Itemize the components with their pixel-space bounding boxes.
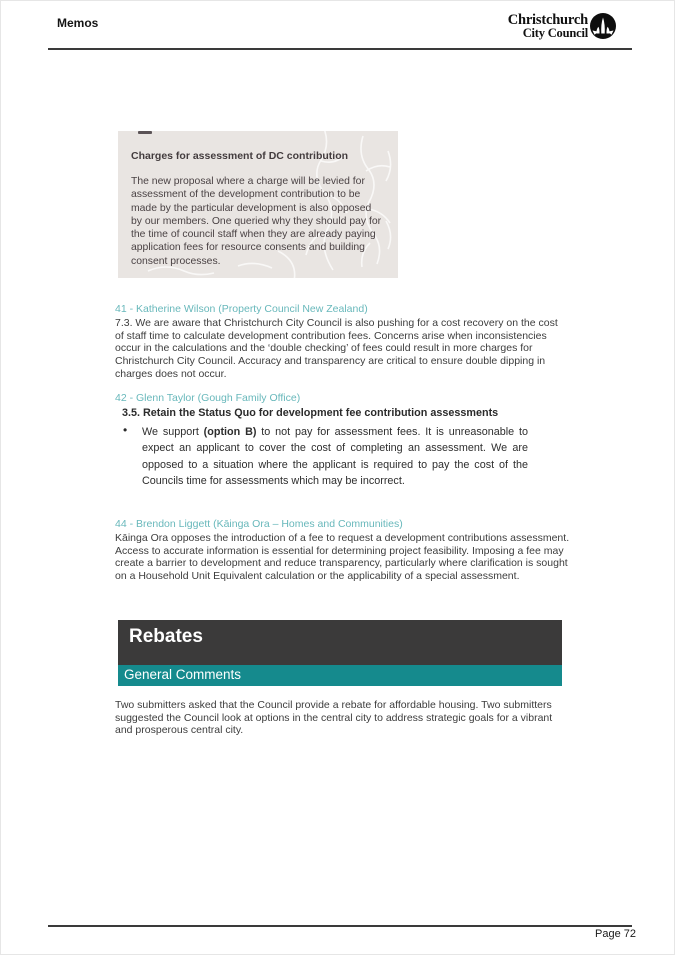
council-logo [500, 12, 616, 42]
header-rule [48, 48, 632, 50]
submission-42-subheading: 3.5. Retain the Status Quo for development fee contribution assessments [122, 407, 499, 419]
quote-box-heading: Charges for assessment of DC contribution [131, 150, 349, 162]
page-number: Page 72 [595, 928, 636, 940]
bullet-marker: • [123, 423, 128, 437]
bullet-text-bold: (option B) [203, 426, 257, 438]
submission-42-bullet-item [122, 424, 530, 489]
submission-44-header: 44 - Brendon Liggett (Kāinga Ora – Homes and Communities) [115, 518, 403, 530]
submission-41-header: 41 - Katherine Wilson (Property Council New Zealand) [115, 303, 368, 315]
quote-box-body: The new proposal where a charge will be levied for assessment of the development contribution to be made by the particular development is also opposed by our members. One queried why they should pay for the time of council staff when they are already paying application fees for resource consents and building consent processes. [131, 176, 382, 267]
general-comments-banner [118, 665, 562, 686]
submission-44-body: Kāinga Ora opposes the introduction of a fee to request a development contributions assessment. Access to accurate information is essential for determining project feasibility. Imposing a fee may create a barrier to development and reduce transparency, particularly where clarification is sought on a Household Unit Equivalent calculation or the applicability of a special assessment. [115, 532, 570, 583]
general-comments-label: General Comments [124, 667, 242, 682]
logo-line1: Christchurch [507, 12, 588, 28]
rebates-body: Two submitters asked that the Council provide a rebate for affordable housing. Two submitters suggested the Council look at options in the central city to address strategic goals for a vibrant and prosperous central city. [115, 699, 553, 737]
clipped-text-fragment [138, 131, 152, 134]
quote-box [118, 131, 398, 278]
submission-41-body: 7.3. We are aware that Christchurch City Council is also pushing for a cost recovery on the cost of staff time to calculate development contribution fees. Concerns arise when inconsistencies occur in the calculations and the ‘double checking’ of fees could result in more charges for Christchurch City Council. Accuracy and transparency are critical to ensure double dipping in charges does not occur. [115, 317, 558, 380]
bullet-text-pre: We support [142, 426, 204, 438]
logo-line2: City Council [522, 26, 588, 40]
council-logo-text [508, 13, 588, 39]
footer-rule [48, 925, 632, 927]
rebates-section-banner [118, 620, 562, 665]
council-emblem-icon [590, 13, 616, 39]
rebates-title: Rebates [129, 626, 203, 647]
page-title: Memos [57, 16, 99, 30]
bullet-text-post: to not pay for assessment fees. It is unreasonable to expect an applicant to cover the cost of completing an assessment. We are opposed to a situation where the applicant is required to pay the cost of the Councils time for assessments which may be incorrect. [142, 426, 528, 487]
submission-42-bullet-text [142, 424, 528, 489]
submission-42-header: 42 - Glenn Taylor (Gough Family Office) [115, 392, 301, 404]
